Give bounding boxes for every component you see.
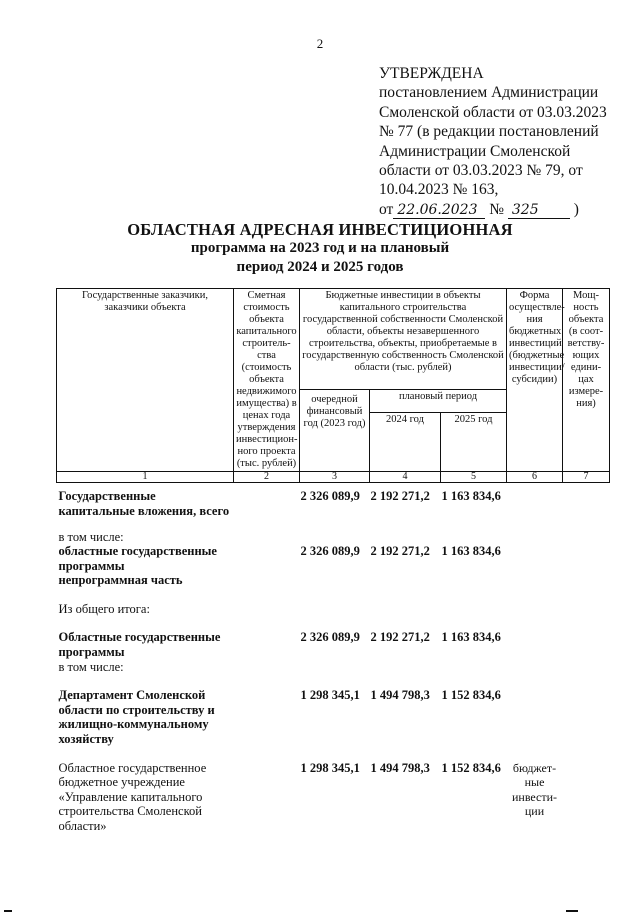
number-sign: № [489, 200, 504, 218]
value-2023: 1 298 345,1 [300, 688, 360, 703]
header-form: Форма осуществле-ния бюджетных инвестиций (бюджетные инвестиции/ субсидии) [507, 289, 563, 472]
bottom-mark-right [566, 910, 578, 912]
column-number: 5 [441, 472, 507, 483]
value-2025: 1 152 834,6 [441, 688, 501, 703]
value-2024: 2 192 271,2 [370, 630, 430, 645]
table-row [57, 660, 610, 675]
approval-heading: УТВЕРЖДЕНА [379, 65, 484, 82]
value-2024: 1 494 798,3 [370, 760, 430, 775]
row-name: областные государственные программы [58, 544, 217, 573]
header-year-2025: 2025 год [441, 413, 507, 472]
header-budget-investments: Бюджетные инвестиции в объекты капитального строительства государственной собственности Смоленской области, объекты незавершенного строительства, объекты, приобретаемые в государственную собственность Смоленской области (тыс. рублей) [300, 289, 507, 390]
value-2025: 1 163 834,6 [441, 630, 501, 645]
table-row [57, 688, 610, 746]
title-line-2: программа на 2023 год и на плановый [190, 240, 450, 256]
header-estimated-cost: Сметная стоимость объекта капитального строитель-ства (стоимость объекта недвижимого имущества) в ценах года утверждения инвестицион-ного проекта (тыс. рублей) [234, 289, 300, 472]
investment-table [56, 288, 610, 834]
value-2025: 1 163 834,6 [441, 489, 501, 503]
table-row [57, 544, 610, 573]
table-row [57, 483, 610, 530]
value-2025: 1 163 834,6 [441, 544, 501, 559]
investment-form: бюджет-ные инвести-ции [511, 760, 558, 819]
approval-block [379, 64, 629, 219]
column-number: 4 [370, 472, 441, 483]
handwritten-date: 22.06.2023 [393, 202, 485, 219]
approval-line: № 77 (в редакции постановлений [379, 123, 599, 141]
row-name: Из общего итога: [58, 601, 150, 616]
value-2024: 2 192 271,2 [370, 544, 430, 559]
column-number: 3 [300, 472, 370, 483]
approval-last-prefix: от [379, 200, 394, 218]
approval-last-suffix: ) [573, 200, 579, 218]
value-2023: 2 326 089,9 [300, 630, 360, 645]
value-2023: 2 326 089,9 [300, 544, 360, 559]
row-name: непрограммная часть [58, 573, 183, 588]
header-capacity: Мощ-ность объекта (в соот-ветству-ющих едини-цах измере-ния) [563, 289, 610, 472]
row-name: Областные государственные программы [58, 630, 221, 660]
approval-line: Смоленской области от 03.03.2023 [379, 103, 607, 121]
title-line-1: ОБЛАСТНАЯ АДРЕСНАЯ ИНВЕСТИЦИОННАЯ [127, 220, 513, 239]
header-year-2024: 2024 год [370, 413, 441, 472]
header-current-year: очередной финансовый год (2023 год) [300, 390, 370, 472]
table-row [57, 630, 610, 659]
document-title [0, 220, 640, 277]
row-name: Департамент Смоленской области по строительству и жилищно-коммунальному хозяйству [58, 688, 215, 747]
row-name: в том числе: [58, 529, 124, 544]
value-2025: 1 152 834,6 [441, 760, 501, 775]
row-name: в том числе: [58, 659, 124, 674]
approval-line: 10.04.2023 № 163, [379, 181, 499, 199]
approval-line: Администрации Смоленской [379, 142, 571, 160]
table-row [57, 602, 610, 617]
page-number: 2 [316, 36, 324, 51]
table-row [57, 573, 610, 588]
header-customers: Государственные заказчики, заказчики объекта [57, 289, 234, 472]
column-number: 7 [563, 472, 610, 483]
bottom-mark-left [4, 910, 12, 912]
approval-signature-line [379, 200, 629, 219]
value-2023: 2 326 089,9 [300, 489, 360, 503]
header-plan-period: плановый период [370, 390, 507, 413]
column-number: 2 [234, 472, 300, 483]
value-2024: 1 494 798,3 [370, 688, 430, 703]
title-line-3: период 2024 и 2025 годов [236, 259, 404, 275]
row-name: Государственные капитальные вложения, всего [58, 489, 230, 518]
approval-line: области от 03.03.2023 № 79, от [379, 162, 583, 180]
value-2024: 2 192 271,2 [370, 489, 430, 503]
column-number: 6 [507, 472, 563, 483]
approval-line: постановлением Администрации [379, 84, 599, 102]
table-row [57, 761, 610, 834]
table-row [57, 530, 610, 545]
row-name: Областное государственное бюджетное учреждение «Управление капитального строительства Смоленской области» [58, 760, 207, 833]
column-number: 1 [57, 472, 234, 483]
value-2023: 1 298 345,1 [300, 760, 360, 775]
handwritten-number: 325 [508, 202, 570, 219]
